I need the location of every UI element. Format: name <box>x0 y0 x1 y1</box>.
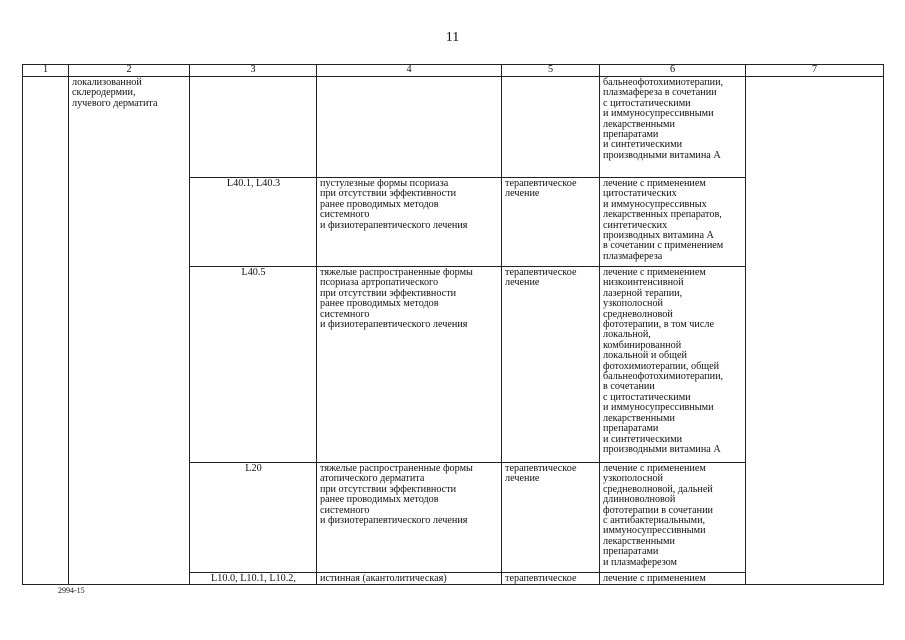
cell-code <box>190 463 317 573</box>
cell-col7 <box>746 77 884 585</box>
method-text: бальнеофотохимиотерапии, плазмафереза в сочетании с цитостатическими и иммуносупрессивными лекарственными препаратами и синтетическими производными витамина А <box>603 77 724 161</box>
type-text: терапевтическое <box>505 573 577 584</box>
cell-col1 <box>23 77 69 585</box>
method-text: лечение с применением низкоинтенсивной лазерной терапии, узкополосной средневолновой фототерапии, в том числе локальной, комбинированной локальной и общей фотохимиотерапии, общей бальнеофотохимиотерапии, в сочетании с цитостатическими и иммуносупрессивными лекарственными препаратами и синтетическими производными витамина А <box>603 267 724 455</box>
table-row <box>23 77 884 178</box>
cell-col2 <box>69 77 190 585</box>
method-text: лечение с применением <box>603 573 706 584</box>
code-text: L40.1, L40.3 <box>226 178 281 189</box>
code-text: L10.0, L10.1, L10.2, <box>211 573 296 584</box>
cell-method <box>600 77 746 178</box>
header-cell: 4 <box>317 65 502 77</box>
cell-method <box>600 463 746 573</box>
document-code: 2994-15 <box>58 586 85 595</box>
cell-method <box>600 267 746 463</box>
header-cell: 6 <box>600 65 746 77</box>
cell-condition <box>317 267 502 463</box>
type-text: терапевтическое лечение <box>505 178 577 200</box>
cell-method <box>600 178 746 267</box>
cell-code <box>190 77 317 178</box>
condition-text: тяжелые распространенные формы атопического дерматита при отсутствии эффективности ранее проводимых методов системного и физиотерапевтического лечения <box>320 463 473 527</box>
cell-type <box>502 178 600 267</box>
type-text: терапевтическое лечение <box>505 267 577 289</box>
page-number: 11 <box>445 30 460 45</box>
code-text: L20 <box>245 463 262 474</box>
cell-condition <box>317 178 502 267</box>
cell-condition <box>317 573 502 585</box>
header-cell: 7 <box>746 65 884 77</box>
method-text: лечение с применением узкополосной средневолновой, дальней длинноволновой фототерапии в сочетании с антибактериальными, иммуносупрессивными лекарственными препаратами и плазмаферезом <box>603 463 714 568</box>
cell-condition <box>317 463 502 573</box>
type-text: терапевтическое лечение <box>505 463 577 485</box>
cell-method <box>600 573 746 585</box>
table-header-row <box>23 65 884 77</box>
condition-text: истинная (акантолитическая) <box>320 573 447 584</box>
condition-text: пустулезные формы псориаза при отсутствии эффективности ранее проводимых методов системного и физиотерапевтического лечения <box>320 178 468 231</box>
method-text: лечение с применением цитостатических и иммуносупрессивных лекарственных препаратов, синтетических производных витамина А в сочетании с применением плазмафереза <box>603 178 724 262</box>
cell-type <box>502 267 600 463</box>
disease-group-text: локализованной склеродермии, лучевого дерматита <box>72 77 158 109</box>
cell-condition <box>317 77 502 178</box>
condition-text: тяжелые распространенные формы псориаза артропатического при отсутствии эффективности ранее проводимых методов системного и физиотерапевтического лечения <box>320 267 473 331</box>
cell-code <box>190 178 317 267</box>
cell-type <box>502 463 600 573</box>
code-text: L40.5 <box>241 267 266 278</box>
cell-type <box>502 77 600 178</box>
medical-care-table <box>22 64 884 585</box>
header-cell: 1 <box>23 65 69 77</box>
cell-code <box>190 267 317 463</box>
cell-code <box>190 573 317 585</box>
header-cell: 2 <box>69 65 190 77</box>
header-cell: 5 <box>502 65 600 77</box>
header-cell: 3 <box>190 65 317 77</box>
cell-type <box>502 573 600 585</box>
